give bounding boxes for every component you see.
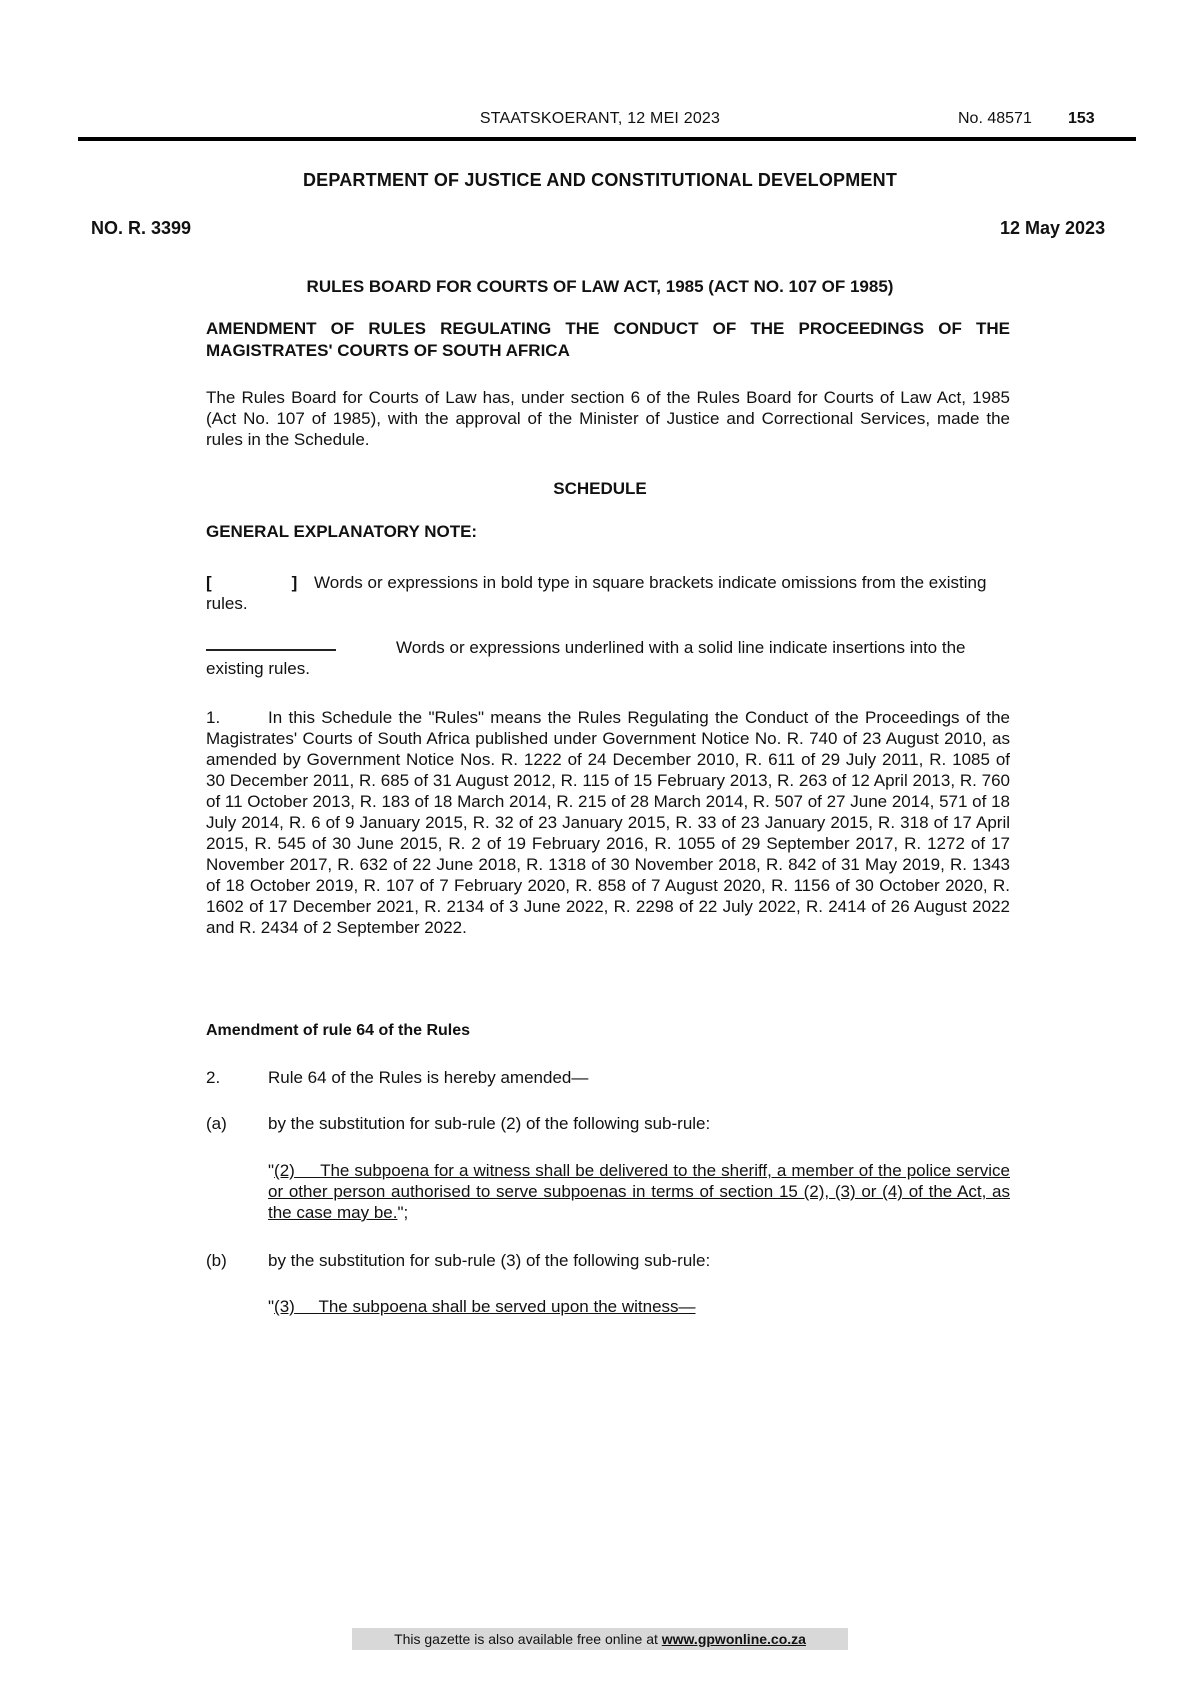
amendment-heading: Amendment of rule 64 of the Rules: [206, 1022, 471, 1039]
amendment-title: AMENDMENT OF RULES REGULATING THE CONDUCT OF THE PROCEEDINGS OF THE MAGISTRATES' COURTS OF SOUTH AFRICA: [206, 319, 1010, 360]
bracket-legend-text: Words or expressions in bold type in square brackets indicate omissions from the existing rules.: [206, 573, 987, 613]
solid-underline-sample: [206, 649, 336, 651]
footer-text: This gazette is also available free online at: [394, 1631, 662, 1647]
subrule-text: The subpoena for a witness shall be delivered to the sheriff, a member of the police service or other person authorised to serve subpoenas in terms of section 15 (2), (3) or (4) of the Act, as the case may be.: [268, 1161, 1010, 1222]
item-label: (a): [206, 1114, 227, 1133]
subrule-number: (2): [274, 1161, 295, 1180]
quoted-subrule-2: [268, 1160, 1010, 1223]
general-note-heading: GENERAL EXPLANATORY NOTE:: [206, 522, 478, 541]
gazette-number: No. 48571: [958, 110, 1032, 127]
header-divider: [78, 137, 1136, 141]
gazette-title: STAATSKOERANT, 12 MEI 2023: [479, 110, 721, 127]
notice-date: 12 May 2023: [1000, 218, 1106, 238]
department-heading: DEPARTMENT OF JUSTICE AND CONSTITUTIONAL DEVELOPMENT: [302, 170, 898, 190]
item-text: by the substitution for sub-rule (3) of the following sub-rule:: [268, 1251, 711, 1270]
quoted-subrule-3: [268, 1296, 1010, 1317]
quote-close: ";: [397, 1203, 409, 1222]
bracket-legend: [206, 572, 1010, 614]
schedule-heading: SCHEDULE: [553, 479, 647, 498]
notice-number: NO. R. 3399: [91, 218, 192, 238]
intro-paragraph: The Rules Board for Courts of Law has, under section 6 of the Rules Board for Courts of Law Act, 1985 (Act No. 107 of 1985), with the approval of the Minister of Justice and Correctional Services, made the rules in the Schedule.: [206, 388, 1010, 449]
page-number: 153: [1068, 110, 1095, 127]
item-label: (b): [206, 1251, 227, 1270]
bracket-symbols: [ ]: [206, 573, 298, 592]
footer-banner: [352, 1628, 848, 1650]
paragraph-1: [206, 707, 1010, 938]
subrule-number: (3): [274, 1297, 295, 1316]
act-title: RULES BOARD FOR COURTS OF LAW ACT, 1985 (ACT NO. 107 OF 1985): [306, 277, 894, 296]
quote-mark: ": [268, 1161, 275, 1180]
item-text: by the substitution for sub-rule (2) of the following sub-rule:: [268, 1114, 711, 1133]
paragraph-text: In this Schedule the "Rules" means the Rules Regulating the Conduct of the Proceedings of the Magistrates' Courts of South Africa published under Government Notice No. R. 740 of 23 August 2010, as amended by Government Notice Nos. R. 1222 of 24 December 2010, R. 611 of 29 July 2011, R. 1085 of 30 December 2011, R. 685 of 31 August 2012, R. 115 of 15 February 2013, R. 263 of 12 April 2013, R. 760 of 11 October 2013, R. 183 of 18 March 2014, R. 215 of 28 March 2014, R. 507 of 27 June 2014, 571 of 18 July 2014, R. 6 of 9 January 2015, R. 32 of 23 January 2015, R. 33 of 23 January 2015, R. 318 of 17 April 2015, R. 545 of 30 June 2015, R. 2 of 19 February 2016, R. 1055 of 29 September 2017, R. 1272 of 17 November 2017, R. 632 of 22 June 2018, R. 1318 of 30 November 2018, R. 842 of 31 May 2019, R. 1343 of 18 October 2019, R. 107 of 7 February 2020, R. 858 of 7 August 2020, R. 1156 of 30 October 2020, R. 1602 of 17 December 2021, R. 2134 of 3 June 2022, R. 2298 of 22 July 2022, R. 2414 of 26 August 2022 and R. 2434 of 2 September 2022.: [206, 708, 1010, 937]
subrule-text: The subpoena shall be served upon the witness—: [318, 1297, 696, 1316]
underline-legend: [206, 637, 1010, 679]
gpwonline-link[interactable]: www.gpwonline.co.za: [661, 1631, 806, 1647]
paragraph-number: 2.: [206, 1068, 221, 1087]
paragraph-text: Rule 64 of the Rules is hereby amended—: [268, 1068, 589, 1087]
paragraph-number: 1.: [206, 708, 221, 727]
underline-legend-text: Words or expressions underlined with a solid line indicate insertions into the existing rules.: [206, 638, 966, 678]
quote-mark: ": [268, 1297, 275, 1316]
